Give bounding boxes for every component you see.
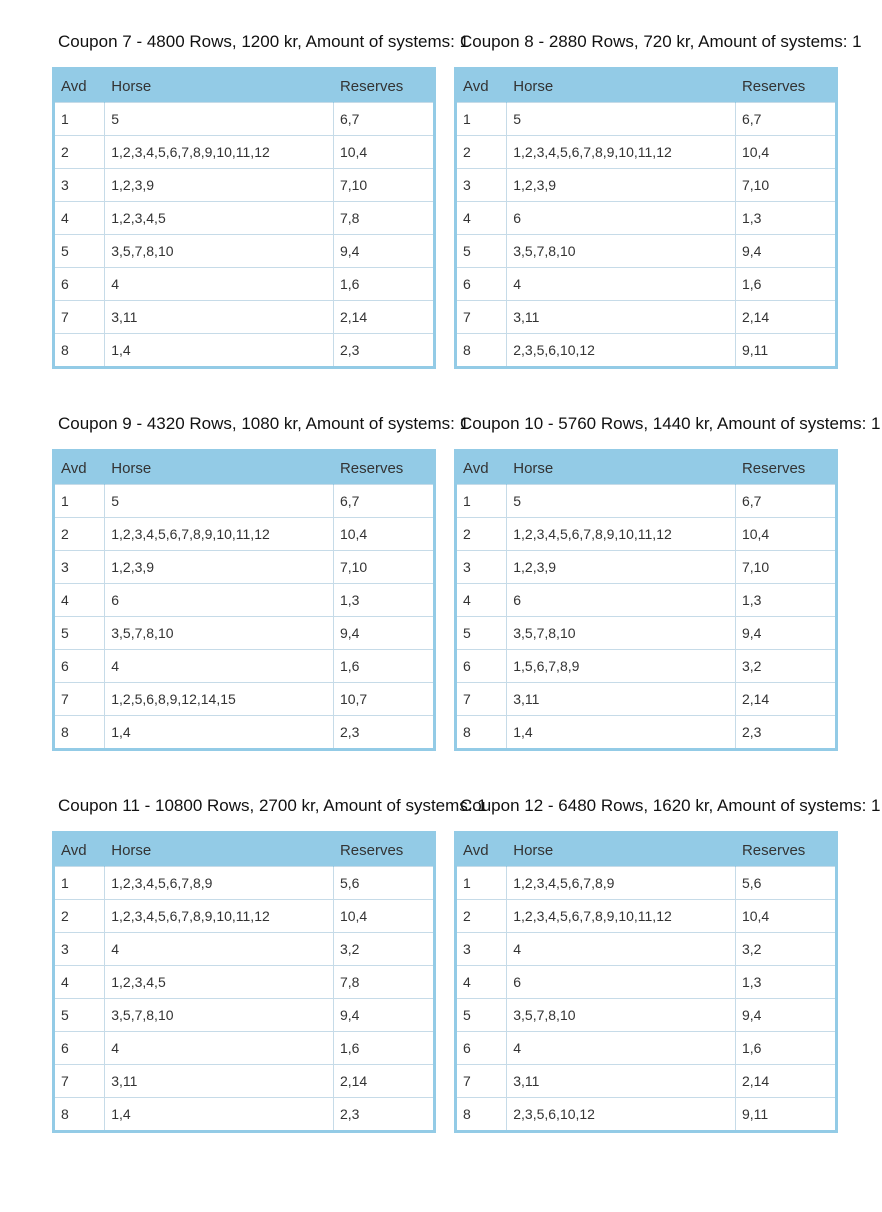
header-horse: Horse	[507, 69, 736, 103]
cell-horse: 1,2,3,4,5	[105, 202, 334, 235]
cell-horse: 4	[507, 1032, 736, 1065]
cell-horse: 6	[507, 584, 736, 617]
cell-reserves: 10,7	[333, 683, 434, 716]
header-horse: Horse	[507, 833, 736, 867]
cell-avd: 8	[54, 334, 105, 368]
table-row	[456, 334, 837, 368]
cell-avd: 7	[54, 683, 105, 716]
cell-horse: 3,11	[507, 683, 736, 716]
cell-reserves: 10,4	[735, 900, 836, 933]
table-row	[456, 650, 837, 683]
cell-horse: 3,5,7,8,10	[507, 235, 736, 268]
table-row	[456, 169, 837, 202]
cell-reserves: 10,4	[333, 518, 434, 551]
cell-reserves: 3,2	[333, 933, 434, 966]
cell-avd: 2	[456, 900, 507, 933]
cell-horse: 1,2,3,4,5	[105, 966, 334, 999]
table-row	[456, 966, 837, 999]
cell-reserves: 9,4	[333, 999, 434, 1032]
cell-reserves: 3,2	[735, 933, 836, 966]
table-row	[54, 202, 435, 235]
cell-avd: 5	[456, 617, 507, 650]
table-row	[456, 999, 837, 1032]
cell-horse: 1,4	[105, 716, 334, 750]
cell-reserves: 10,4	[333, 136, 434, 169]
cell-reserves: 9,4	[735, 999, 836, 1032]
cell-horse: 1,2,3,4,5,6,7,8,9,10,11,12	[105, 136, 334, 169]
cell-avd: 2	[456, 518, 507, 551]
table-row	[456, 683, 837, 716]
cell-reserves: 10,4	[735, 136, 836, 169]
table-row	[54, 1032, 435, 1065]
header-avd: Avd	[456, 833, 507, 867]
header-reserves: Reserves	[735, 69, 836, 103]
table-row	[54, 650, 435, 683]
table-row	[456, 301, 837, 334]
cell-avd: 7	[54, 1065, 105, 1098]
cell-reserves: 7,8	[333, 202, 434, 235]
cell-reserves: 9,4	[735, 617, 836, 650]
coupon-table	[454, 67, 838, 369]
cell-avd: 4	[456, 584, 507, 617]
cell-avd: 2	[456, 136, 507, 169]
table-row	[54, 900, 435, 933]
cell-avd: 3	[54, 551, 105, 584]
cell-avd: 7	[456, 301, 507, 334]
cell-reserves: 7,10	[333, 551, 434, 584]
cell-reserves: 9,11	[735, 334, 836, 368]
cell-horse: 4	[507, 933, 736, 966]
cell-reserves: 7,8	[333, 966, 434, 999]
cell-avd: 4	[54, 966, 105, 999]
header-avd: Avd	[456, 69, 507, 103]
table-row	[54, 518, 435, 551]
cell-reserves: 10,4	[735, 518, 836, 551]
table-row	[54, 584, 435, 617]
cell-reserves: 1,3	[735, 584, 836, 617]
header-horse: Horse	[105, 69, 334, 103]
cell-avd: 3	[456, 169, 507, 202]
coupon-table	[454, 449, 838, 751]
cell-avd: 6	[54, 1032, 105, 1065]
cell-avd: 6	[456, 268, 507, 301]
cell-avd: 3	[456, 933, 507, 966]
cell-avd: 6	[54, 268, 105, 301]
cell-horse: 1,2,3,9	[507, 551, 736, 584]
coupon-table	[52, 449, 436, 751]
table-row	[456, 867, 837, 900]
cell-reserves: 2,3	[333, 334, 434, 368]
cell-horse: 1,2,5,6,8,9,12,14,15	[105, 683, 334, 716]
cell-horse: 2,3,5,6,10,12	[507, 1098, 736, 1132]
cell-reserves: 5,6	[735, 867, 836, 900]
table-row	[54, 136, 435, 169]
cell-reserves: 9,11	[735, 1098, 836, 1132]
cell-horse: 4	[105, 268, 334, 301]
table-row	[54, 716, 435, 750]
cell-horse: 5	[105, 103, 334, 136]
cell-avd: 3	[456, 551, 507, 584]
table-header-row	[456, 833, 837, 867]
cell-horse: 3,5,7,8,10	[105, 999, 334, 1032]
coupon-table	[52, 67, 436, 369]
cell-horse: 4	[105, 650, 334, 683]
table-row	[456, 584, 837, 617]
cell-avd: 8	[54, 1098, 105, 1132]
table-row	[456, 518, 837, 551]
header-reserves: Reserves	[735, 833, 836, 867]
table-row	[54, 1065, 435, 1098]
cell-horse: 6	[105, 584, 334, 617]
cell-horse: 1,5,6,7,8,9	[507, 650, 736, 683]
cell-avd: 3	[54, 169, 105, 202]
coupon-title: Coupon 12 - 6480 Rows, 1620 kr, Amount of systems: 1	[460, 796, 881, 815]
cell-avd: 1	[54, 103, 105, 136]
coupon-table	[52, 831, 436, 1133]
cell-avd: 8	[456, 334, 507, 368]
cell-horse: 3,11	[507, 1065, 736, 1098]
table-row	[456, 1032, 837, 1065]
table-row	[54, 867, 435, 900]
cell-horse: 1,2,3,9	[105, 551, 334, 584]
cell-reserves: 1,6	[333, 268, 434, 301]
table-row	[456, 900, 837, 933]
cell-avd: 2	[54, 900, 105, 933]
table-row	[456, 933, 837, 966]
table-row	[54, 1098, 435, 1132]
cell-avd: 5	[54, 999, 105, 1032]
table-row	[54, 485, 435, 518]
table-header-row	[54, 69, 435, 103]
table-row	[54, 683, 435, 716]
cell-avd: 7	[456, 1065, 507, 1098]
cell-horse: 1,2,3,4,5,6,7,8,9,10,11,12	[507, 136, 736, 169]
cell-avd: 5	[54, 235, 105, 268]
header-horse: Horse	[105, 833, 334, 867]
cell-avd: 1	[456, 485, 507, 518]
cell-avd: 5	[456, 999, 507, 1032]
table-header-row	[456, 451, 837, 485]
cell-avd: 2	[54, 518, 105, 551]
table-row	[456, 716, 837, 750]
cell-horse: 1,4	[105, 1098, 334, 1132]
cell-reserves: 2,3	[333, 1098, 434, 1132]
cell-reserves: 2,14	[333, 1065, 434, 1098]
cell-avd: 1	[456, 103, 507, 136]
header-reserves: Reserves	[333, 451, 434, 485]
coupon-title: Coupon 7 - 4800 Rows, 1200 kr, Amount of systems: 1	[58, 32, 470, 51]
cell-avd: 5	[456, 235, 507, 268]
cell-reserves: 1,6	[333, 1032, 434, 1065]
cell-reserves: 6,7	[333, 103, 434, 136]
cell-horse: 3,11	[105, 1065, 334, 1098]
cell-horse: 3,11	[507, 301, 736, 334]
header-horse: Horse	[507, 451, 736, 485]
cell-horse: 4	[507, 268, 736, 301]
cell-horse: 1,2,3,4,5,6,7,8,9,10,11,12	[507, 518, 736, 551]
cell-reserves: 2,14	[735, 683, 836, 716]
coupon-title: Coupon 11 - 10800 Rows, 2700 kr, Amount of systems: 1	[58, 796, 487, 815]
table-row	[456, 1098, 837, 1132]
cell-horse: 5	[507, 103, 736, 136]
table-row	[54, 301, 435, 334]
cell-reserves: 1,3	[333, 584, 434, 617]
table-row	[54, 966, 435, 999]
header-avd: Avd	[54, 833, 105, 867]
table-row	[54, 235, 435, 268]
cell-avd: 1	[54, 867, 105, 900]
header-avd: Avd	[54, 69, 105, 103]
cell-reserves: 6,7	[333, 485, 434, 518]
cell-horse: 3,5,7,8,10	[507, 999, 736, 1032]
cell-horse: 1,2,3,4,5,6,7,8,9	[507, 867, 736, 900]
table-row	[456, 551, 837, 584]
cell-avd: 3	[54, 933, 105, 966]
cell-reserves: 10,4	[333, 900, 434, 933]
cell-horse: 1,4	[105, 334, 334, 368]
table-row	[54, 933, 435, 966]
table-header-row	[54, 833, 435, 867]
table-row	[456, 485, 837, 518]
cell-horse: 1,2,3,4,5,6,7,8,9,10,11,12	[105, 900, 334, 933]
cell-reserves: 2,3	[333, 716, 434, 750]
cell-avd: 8	[54, 716, 105, 750]
cell-horse: 1,2,3,4,5,6,7,8,9,10,11,12	[105, 518, 334, 551]
cell-avd: 5	[54, 617, 105, 650]
cell-reserves: 2,14	[333, 301, 434, 334]
cell-reserves: 1,6	[735, 1032, 836, 1065]
cell-reserves: 2,14	[735, 301, 836, 334]
cell-avd: 7	[456, 683, 507, 716]
cell-avd: 4	[456, 966, 507, 999]
table-row	[54, 551, 435, 584]
cell-reserves: 5,6	[333, 867, 434, 900]
cell-horse: 1,2,3,9	[507, 169, 736, 202]
table-row	[54, 268, 435, 301]
cell-avd: 8	[456, 1098, 507, 1132]
cell-reserves: 6,7	[735, 485, 836, 518]
table-row	[54, 999, 435, 1032]
cell-avd: 6	[456, 1032, 507, 1065]
cell-avd: 6	[456, 650, 507, 683]
cell-horse: 3,5,7,8,10	[105, 235, 334, 268]
cell-avd: 7	[54, 301, 105, 334]
table-row	[54, 334, 435, 368]
coupon-title: Coupon 8 - 2880 Rows, 720 kr, Amount of systems: 1	[460, 32, 862, 51]
cell-horse: 1,4	[507, 716, 736, 750]
table-row	[54, 103, 435, 136]
cell-reserves: 9,4	[333, 617, 434, 650]
header-horse: Horse	[105, 451, 334, 485]
cell-reserves: 9,4	[735, 235, 836, 268]
cell-reserves: 1,6	[735, 268, 836, 301]
cell-horse: 3,11	[105, 301, 334, 334]
cell-horse: 5	[507, 485, 736, 518]
coupon-title: Coupon 9 - 4320 Rows, 1080 kr, Amount of systems: 1	[58, 414, 470, 433]
cell-avd: 1	[456, 867, 507, 900]
cell-horse: 5	[105, 485, 334, 518]
header-avd: Avd	[54, 451, 105, 485]
table-row	[456, 202, 837, 235]
table-row	[456, 235, 837, 268]
cell-horse: 3,5,7,8,10	[507, 617, 736, 650]
cell-reserves: 2,14	[735, 1065, 836, 1098]
coupon-table	[454, 831, 838, 1133]
cell-avd: 8	[456, 716, 507, 750]
table-row	[456, 103, 837, 136]
table-row	[54, 169, 435, 202]
cell-horse: 2,3,5,6,10,12	[507, 334, 736, 368]
cell-reserves: 9,4	[333, 235, 434, 268]
cell-reserves: 1,6	[333, 650, 434, 683]
coupon-title: Coupon 10 - 5760 Rows, 1440 kr, Amount of systems: 1	[460, 414, 881, 433]
cell-horse: 4	[105, 1032, 334, 1065]
cell-reserves: 7,10	[735, 169, 836, 202]
table-row	[456, 136, 837, 169]
cell-avd: 2	[54, 136, 105, 169]
cell-reserves: 7,10	[333, 169, 434, 202]
table-row	[54, 617, 435, 650]
cell-reserves: 6,7	[735, 103, 836, 136]
table-row	[456, 617, 837, 650]
cell-avd: 4	[54, 584, 105, 617]
cell-reserves: 1,3	[735, 202, 836, 235]
cell-horse: 3,5,7,8,10	[105, 617, 334, 650]
cell-horse: 6	[507, 966, 736, 999]
cell-reserves: 1,3	[735, 966, 836, 999]
header-avd: Avd	[456, 451, 507, 485]
cell-reserves: 3,2	[735, 650, 836, 683]
cell-horse: 6	[507, 202, 736, 235]
cell-avd: 4	[54, 202, 105, 235]
cell-horse: 4	[105, 933, 334, 966]
header-reserves: Reserves	[333, 833, 434, 867]
cell-reserves: 2,3	[735, 716, 836, 750]
cell-horse: 1,2,3,4,5,6,7,8,9	[105, 867, 334, 900]
cell-horse: 1,2,3,9	[105, 169, 334, 202]
cell-avd: 6	[54, 650, 105, 683]
cell-avd: 4	[456, 202, 507, 235]
table-row	[456, 1065, 837, 1098]
header-reserves: Reserves	[735, 451, 836, 485]
table-row	[456, 268, 837, 301]
cell-reserves: 7,10	[735, 551, 836, 584]
cell-horse: 1,2,3,4,5,6,7,8,9,10,11,12	[507, 900, 736, 933]
cell-avd: 1	[54, 485, 105, 518]
table-header-row	[456, 69, 837, 103]
table-header-row	[54, 451, 435, 485]
header-reserves: Reserves	[333, 69, 434, 103]
